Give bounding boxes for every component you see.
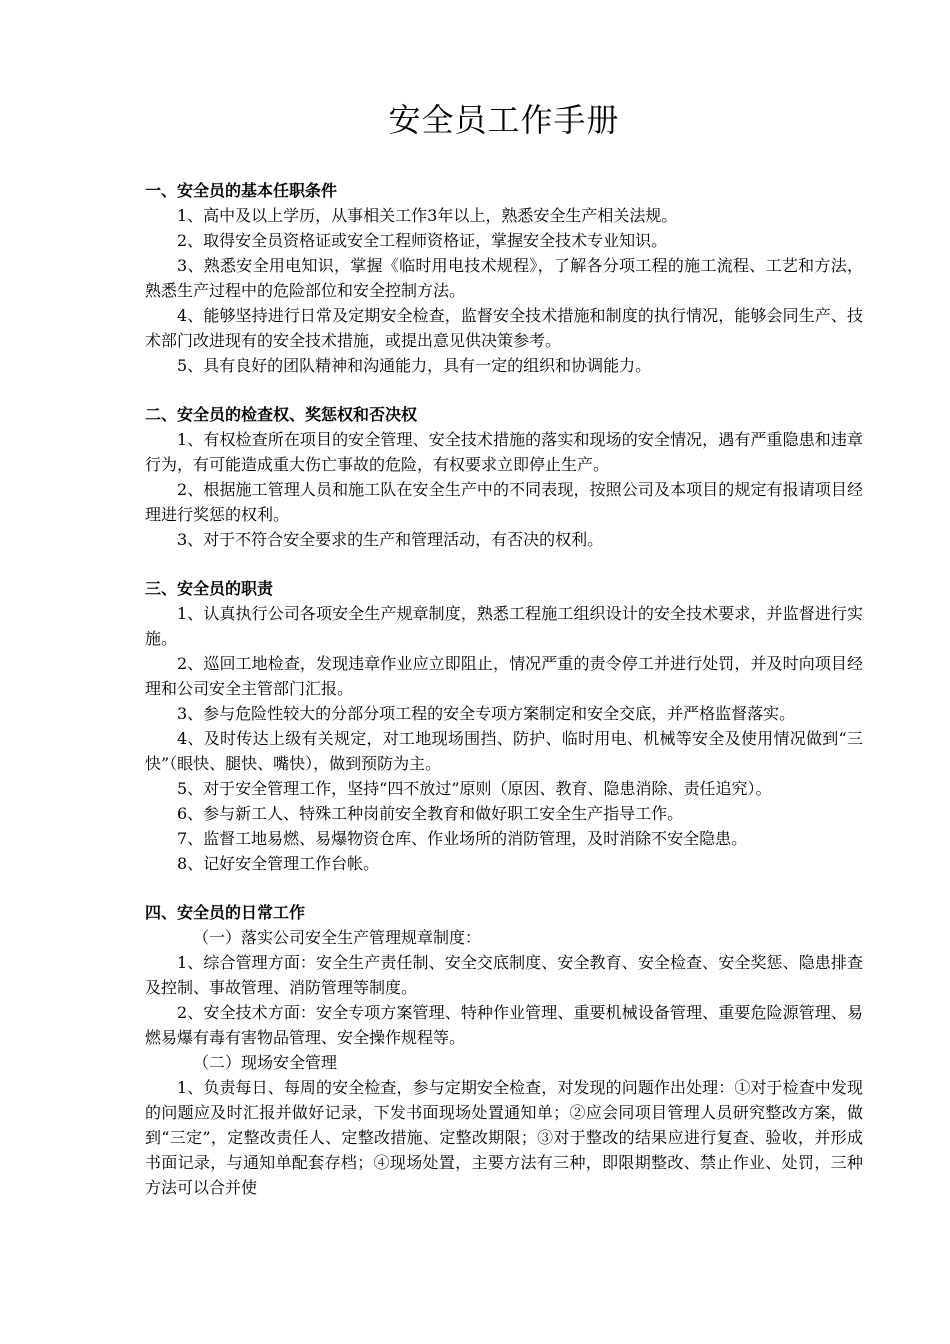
paragraph: 1、综合管理方面：安全生产责任制、安全交底制度、安全教育、安全检查、安全奖惩、隐患排查及控制、事故管理、消防管理等制度。 bbox=[145, 953, 863, 997]
section-daily-work bbox=[145, 900, 863, 1200]
paragraph: 1、认真执行公司各项安全生产规章制度，熟悉工程施工组织设计的安全技术要求，并监督进行实施。 bbox=[145, 604, 863, 648]
paragraph: 2、安全技术方面：安全专项方案管理、特种作业管理、重要机械设备管理、重要危险源管理、易燃易爆有毒有害物品管理、安全操作规程等。 bbox=[145, 1003, 863, 1047]
paragraph: 3、熟悉安全用电知识，掌握《临时用电技术规程》，了解各分项工程的施工流程、工艺和方法，熟悉生产过程中的危险部位和安全控制方法。 bbox=[145, 256, 863, 300]
section-duties bbox=[145, 576, 863, 876]
document-title: 安全员工作手册 bbox=[388, 101, 620, 139]
paragraph: 1、有权检查所在项目的安全管理、安全技术措施的落实和现场的安全情况，遇有严重隐患和违章行为，有可能造成重大伤亡事故的危险，有权要求立即停止生产。 bbox=[145, 430, 863, 474]
paragraph: 1、负责每日、每周的安全检查，参与定期安全检查，对发现的问题作出处理：①对于检查中发现的问题应及时汇报并做好记录，下发书面现场处置通知单；②应会同项目管理人员研究整改方案，做到“三定”，定整改责任人、定整改措施、定整改期限；③对于整改的结果应进行复查、验收，并形成书面记录，与通知单配套存档；④现场处置，主要方法有三种，即限期整改、禁止作业、处罚，三种方法可以合并使 bbox=[145, 1078, 863, 1197]
subsection-heading: （二）现场安全管理 bbox=[193, 1053, 338, 1072]
section-heading: 一、安全员的基本任职条件 bbox=[145, 181, 338, 200]
paragraph: 5、对于安全管理工作，坚持“四不放过”原则（原因、教育、隐患消除、责任追究）。 bbox=[177, 779, 772, 798]
paragraph: 7、监督工地易燃、易爆物资仓库、作业场所的消防管理，及时消除不安全隐患。 bbox=[177, 829, 748, 848]
section-heading: 四、安全员的日常工作 bbox=[145, 903, 306, 922]
section-rights bbox=[145, 402, 863, 552]
document-page bbox=[145, 96, 863, 1224]
paragraph: 4、能够坚持进行日常及定期安全检查，监督安全技术措施和制度的执行情况，能够会同生产、技术部门改进现有的安全技术措施，或提出意见供决策参考。 bbox=[145, 306, 863, 350]
section-heading: 三、安全员的职责 bbox=[145, 579, 274, 598]
paragraph: 2、巡回工地检查，发现违章作业应立即阻止，情况严重的责令停工并进行处罚，并及时向项目经理和公司安全主管部门汇报。 bbox=[145, 654, 863, 698]
section-qualifications bbox=[145, 178, 863, 378]
subsection-heading: （一）落实公司安全生产管理规章制度： bbox=[193, 928, 482, 947]
paragraph: 1、高中及以上学历，从事相关工作3年以上，熟悉安全生产相关法规。 bbox=[177, 206, 678, 225]
paragraph: 6、参与新工人、特殊工种岗前安全教育和做好职工安全生产指导工作。 bbox=[177, 804, 684, 823]
paragraph: 4、及时传达上级有关规定，对工地现场围挡、防护、临时用电、机械等安全及使用情况做到“三快”（眼快、腿快、嘴快），做到预防为主。 bbox=[145, 729, 863, 773]
paragraph: 3、对于不符合安全要求的生产和管理活动，有否决的权利。 bbox=[177, 530, 604, 549]
section-heading: 二、安全员的检查权、奖惩权和否决权 bbox=[145, 405, 418, 424]
paragraph: 2、取得安全员资格证或安全工程师资格证，掌握安全技术专业知识。 bbox=[177, 231, 668, 250]
paragraph: 8、记好安全管理工作台帐。 bbox=[177, 854, 380, 873]
paragraph: 2、根据施工管理人员和施工队在安全生产中的不同表现，按照公司及本项目的规定有报请项目经理进行奖惩的权利。 bbox=[145, 480, 863, 524]
paragraph: 3、参与危险性较大的分部分项工程的安全专项方案制定和安全交底，并严格监督落实。 bbox=[177, 704, 796, 723]
paragraph: 5、具有良好的团队精神和沟通能力，具有一定的组织和协调能力。 bbox=[177, 356, 652, 375]
